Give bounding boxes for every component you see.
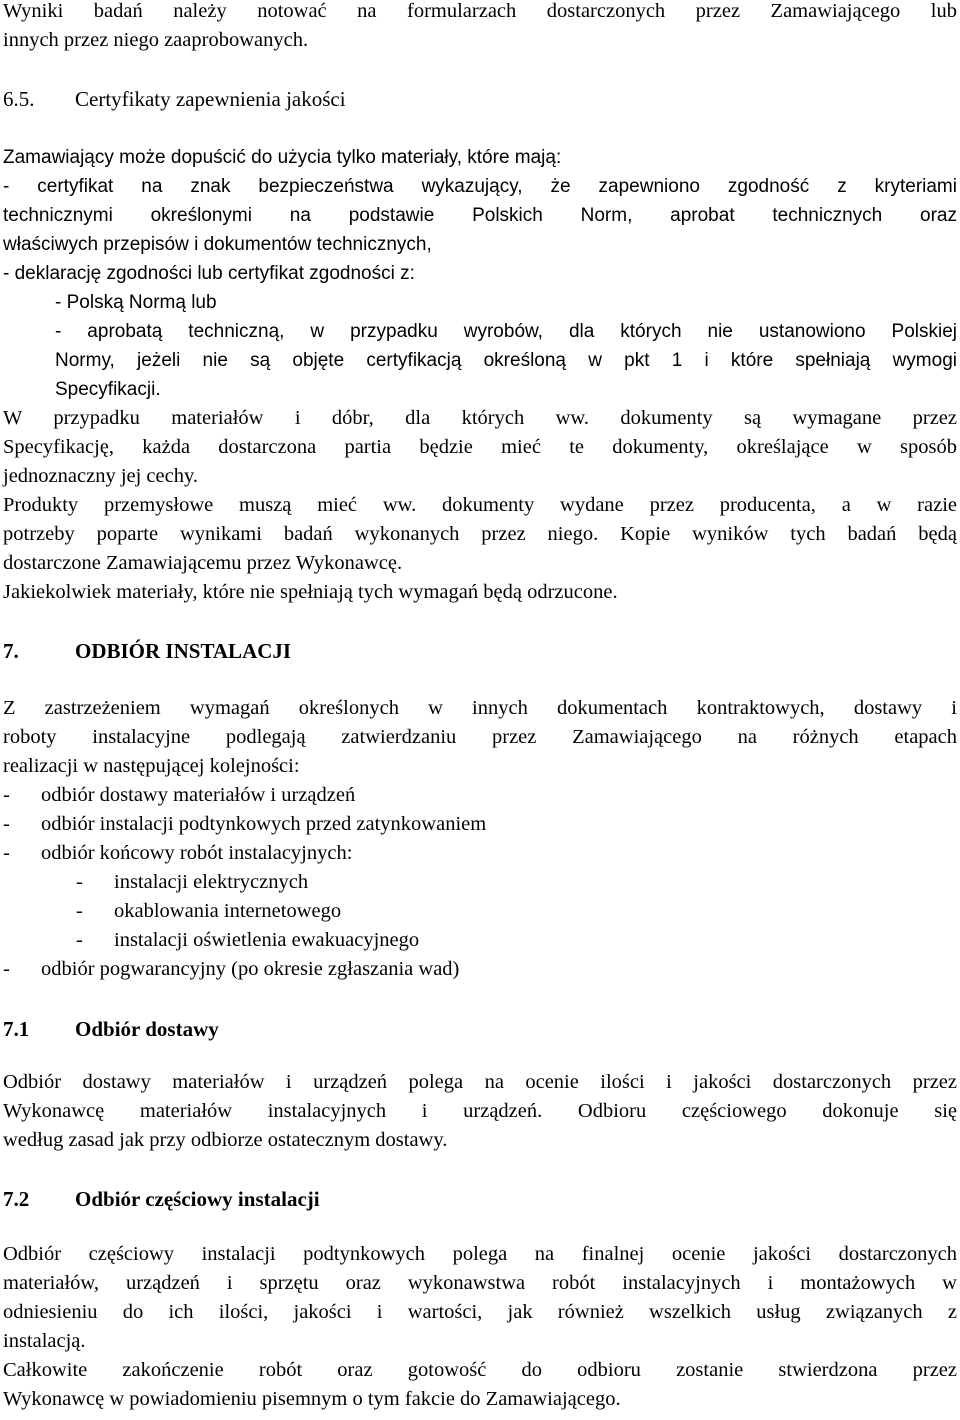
- p2-line-3: jednoznaczny jej cechy.: [3, 465, 199, 487]
- list-item: - odbiór dostawy materiałów i urządzeń: [3, 781, 957, 810]
- list-item: - odbiór końcowy robót instalacyjnych:: [3, 839, 957, 868]
- section-number: 7.2: [3, 1187, 30, 1211]
- list-item-1-line-2: technicznymi określonymi na podstawie Polskich Norm, aprobat technicznych oraz: [3, 205, 957, 226]
- section-7-2-heading: [3, 1185, 957, 1214]
- sub-list-item: - okablowania internetowego: [3, 897, 957, 926]
- section-7-heading: [3, 637, 957, 666]
- line-4: instalacją.: [3, 1330, 86, 1352]
- line-6: Wykonawcę w powiadomieniu pisemnym o tym fakcie do Zamawiającego.: [3, 1388, 621, 1410]
- section-6-5-heading: [3, 85, 957, 114]
- dash-marker: -: [76, 900, 83, 922]
- line-2: materiałów, urządzeń i sprzętu oraz wykonawstwa robót instalacyjnych i montażowych w: [3, 1272, 957, 1294]
- sub-item-2-line-1: - aprobatą techniczną, w przypadku wyrobów, dla których nie ustanowiono Polskiej: [55, 321, 957, 342]
- section-number: 7.1: [3, 1017, 30, 1041]
- dash-marker: -: [76, 929, 83, 951]
- dash-marker: -: [3, 958, 10, 980]
- list-item: - odbiór pogwarancyjny (po okresie zgłaszania wad): [3, 955, 957, 984]
- dash-marker: -: [3, 842, 10, 864]
- line-1: Odbiór częściowy instalacji podtynkowych polega na finalnej ocenie jakości dostarczonych: [3, 1243, 957, 1265]
- sub-item-1: - Polską Normą lub: [55, 292, 217, 313]
- sub-list-item: - instalacji elektrycznych: [3, 868, 957, 897]
- line-1: Odbiór dostawy materiałów i urządzeń polega na ocenie ilości i jakości dostarczonych przez: [3, 1071, 957, 1093]
- p2-line-1: W przypadku materiałów i dóbr, dla których ww. dokumenty są wymagane przez: [3, 407, 957, 429]
- p4-text: Jakiekolwiek materiały, które nie spełniają tych wymagań będą odrzucone.: [3, 581, 618, 603]
- line-3: według zasad jak przy odbiorze ostatecznym dostawy.: [3, 1129, 448, 1151]
- section-7-1-body: [3, 1068, 957, 1155]
- section-6-5-paragraphs: [3, 404, 957, 607]
- section-title: Certyfikaty zapewnienia jakości: [75, 87, 346, 111]
- dash-marker: -: [3, 813, 10, 835]
- sub-item-2-line-2: Normy, jeżeli nie są objęte certyfikacją określoną w pkt 1 i które spełniają wymogi: [55, 350, 957, 371]
- p3-line-3: dostarczone Zamawiającemu przez Wykonawcę.: [3, 552, 403, 574]
- p-line-2: roboty instalacyjne podlegają zatwierdzaniu przez Zamawiającego na różnych etapach: [3, 726, 957, 748]
- intro-line-2: innych przez niego zaaprobowanych.: [3, 29, 309, 51]
- dash-marker: -: [3, 784, 10, 806]
- section-6-5-body: [3, 143, 957, 404]
- section-7-body: [3, 694, 957, 984]
- section-number: 6.5.: [3, 87, 35, 111]
- p-line-1: Z zastrzeżeniem wymagań określonych w innych dokumentach kontraktowych, dostawy i: [3, 697, 957, 719]
- sub-item-2-line-3: Specyfikacji.: [55, 379, 161, 400]
- section-number: 7.: [3, 639, 19, 663]
- dash-marker: -: [76, 871, 83, 893]
- section-title: Odbiór dostawy: [75, 1017, 219, 1041]
- lead-text: Zamawiający może dopuścić do użycia tylko materiały, które mają:: [3, 147, 562, 168]
- p2-line-2: Specyfikację, każda dostarczona partia będzie mieć te dokumenty, określające w sposób: [3, 436, 957, 458]
- section-7-1-heading: [3, 1015, 957, 1044]
- line-2: Wykonawcę materiałów instalacyjnych i urządzeń. Odbioru częściowego dokonuje się: [3, 1100, 957, 1122]
- section-title: ODBIÓR INSTALACJI: [75, 639, 292, 663]
- list-item-2: - deklarację zgodności lub certyfikat zgodności z:: [3, 263, 415, 284]
- line-5: Całkowite zakończenie robót oraz gotowość do odbioru zostanie stwierdzona przez: [3, 1359, 957, 1381]
- list-item-1-line-1: - certyfikat na znak bezpieczeństwa wykazujący, że zapewniono zgodność z kryteriami: [3, 176, 957, 197]
- intro-line-1: Wyniki badań należy notować na formularzach dostarczonych przez Zamawiającego lub: [3, 0, 957, 22]
- section-title: Odbiór częściowy instalacji: [75, 1187, 320, 1211]
- section-7-2-body: [3, 1240, 957, 1414]
- list-item: - odbiór instalacji podtynkowych przed zatynkowaniem: [3, 810, 957, 839]
- p-line-3: realizacji w następującej kolejności:: [3, 755, 300, 777]
- p3-line-1: Produkty przemysłowe muszą mieć ww. dokumenty wydane przez producenta, a w razie: [3, 494, 957, 516]
- intro-paragraph: [3, 0, 957, 55]
- list-item-1-line-3: właściwych przepisów i dokumentów technicznych,: [3, 234, 432, 255]
- sub-list-item: - instalacji oświetlenia ewakuacyjnego: [3, 926, 957, 955]
- line-3: odniesieniu do ich ilości, jakości i wartości, jak również wszelkich usług związanych z: [3, 1301, 957, 1323]
- p3-line-2: potrzeby poparte wynikami badań wykonanych przez niego. Kopie wyników tych badań będą: [3, 523, 957, 545]
